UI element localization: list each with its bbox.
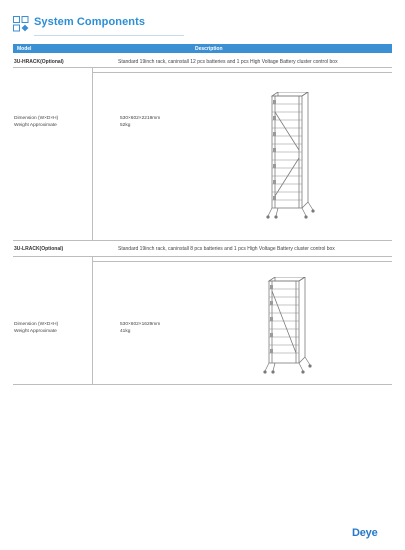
table-bottom-border (13, 384, 392, 385)
row-divider (13, 240, 392, 241)
column-divider (92, 67, 93, 240)
table-header (13, 44, 392, 53)
column-header-description: Description (195, 46, 223, 52)
deye-logo: Deye (352, 527, 378, 539)
spec-value-weight: 41kg (120, 329, 131, 334)
row-divider (13, 256, 392, 257)
row-divider (13, 67, 392, 68)
short-rack-illustration (263, 277, 313, 377)
spec-value-weight: 52kg (120, 123, 131, 128)
column-divider (92, 256, 93, 384)
spec-value-dimension: 530×602×1629mm (120, 322, 161, 327)
spec-value-dimension: 530×602×2219mm (120, 116, 161, 121)
squares-diamond-icon (13, 16, 29, 32)
model-description: Standard 19inch rack, caninstall 12 pcs batteries and 1 pcs High Voltage Battery cluster control box (118, 59, 338, 65)
spec-label-dimension: Dimension (W×D×H) (14, 116, 59, 121)
page-title: System Components (34, 16, 146, 28)
spec-label-weight: Weight Approximate (14, 123, 57, 128)
column-header-model: Model (17, 46, 32, 52)
spec-label-weight: Weight Approximate (14, 329, 57, 334)
row-divider (92, 72, 392, 73)
spec-label-dimension: Dimension (W×D×H) (14, 322, 59, 327)
model-name: 3U-HRACK(Optional) (14, 59, 64, 65)
title-divider (34, 35, 184, 36)
row-divider (92, 261, 392, 262)
model-description: Standard 19inch rack, caninstall 8 pcs batteries and 1 pcs High Voltage Battery cluster control box (118, 246, 335, 252)
model-name: 3U-LRACK(Optional) (14, 246, 64, 252)
tall-rack-illustration (266, 92, 316, 222)
